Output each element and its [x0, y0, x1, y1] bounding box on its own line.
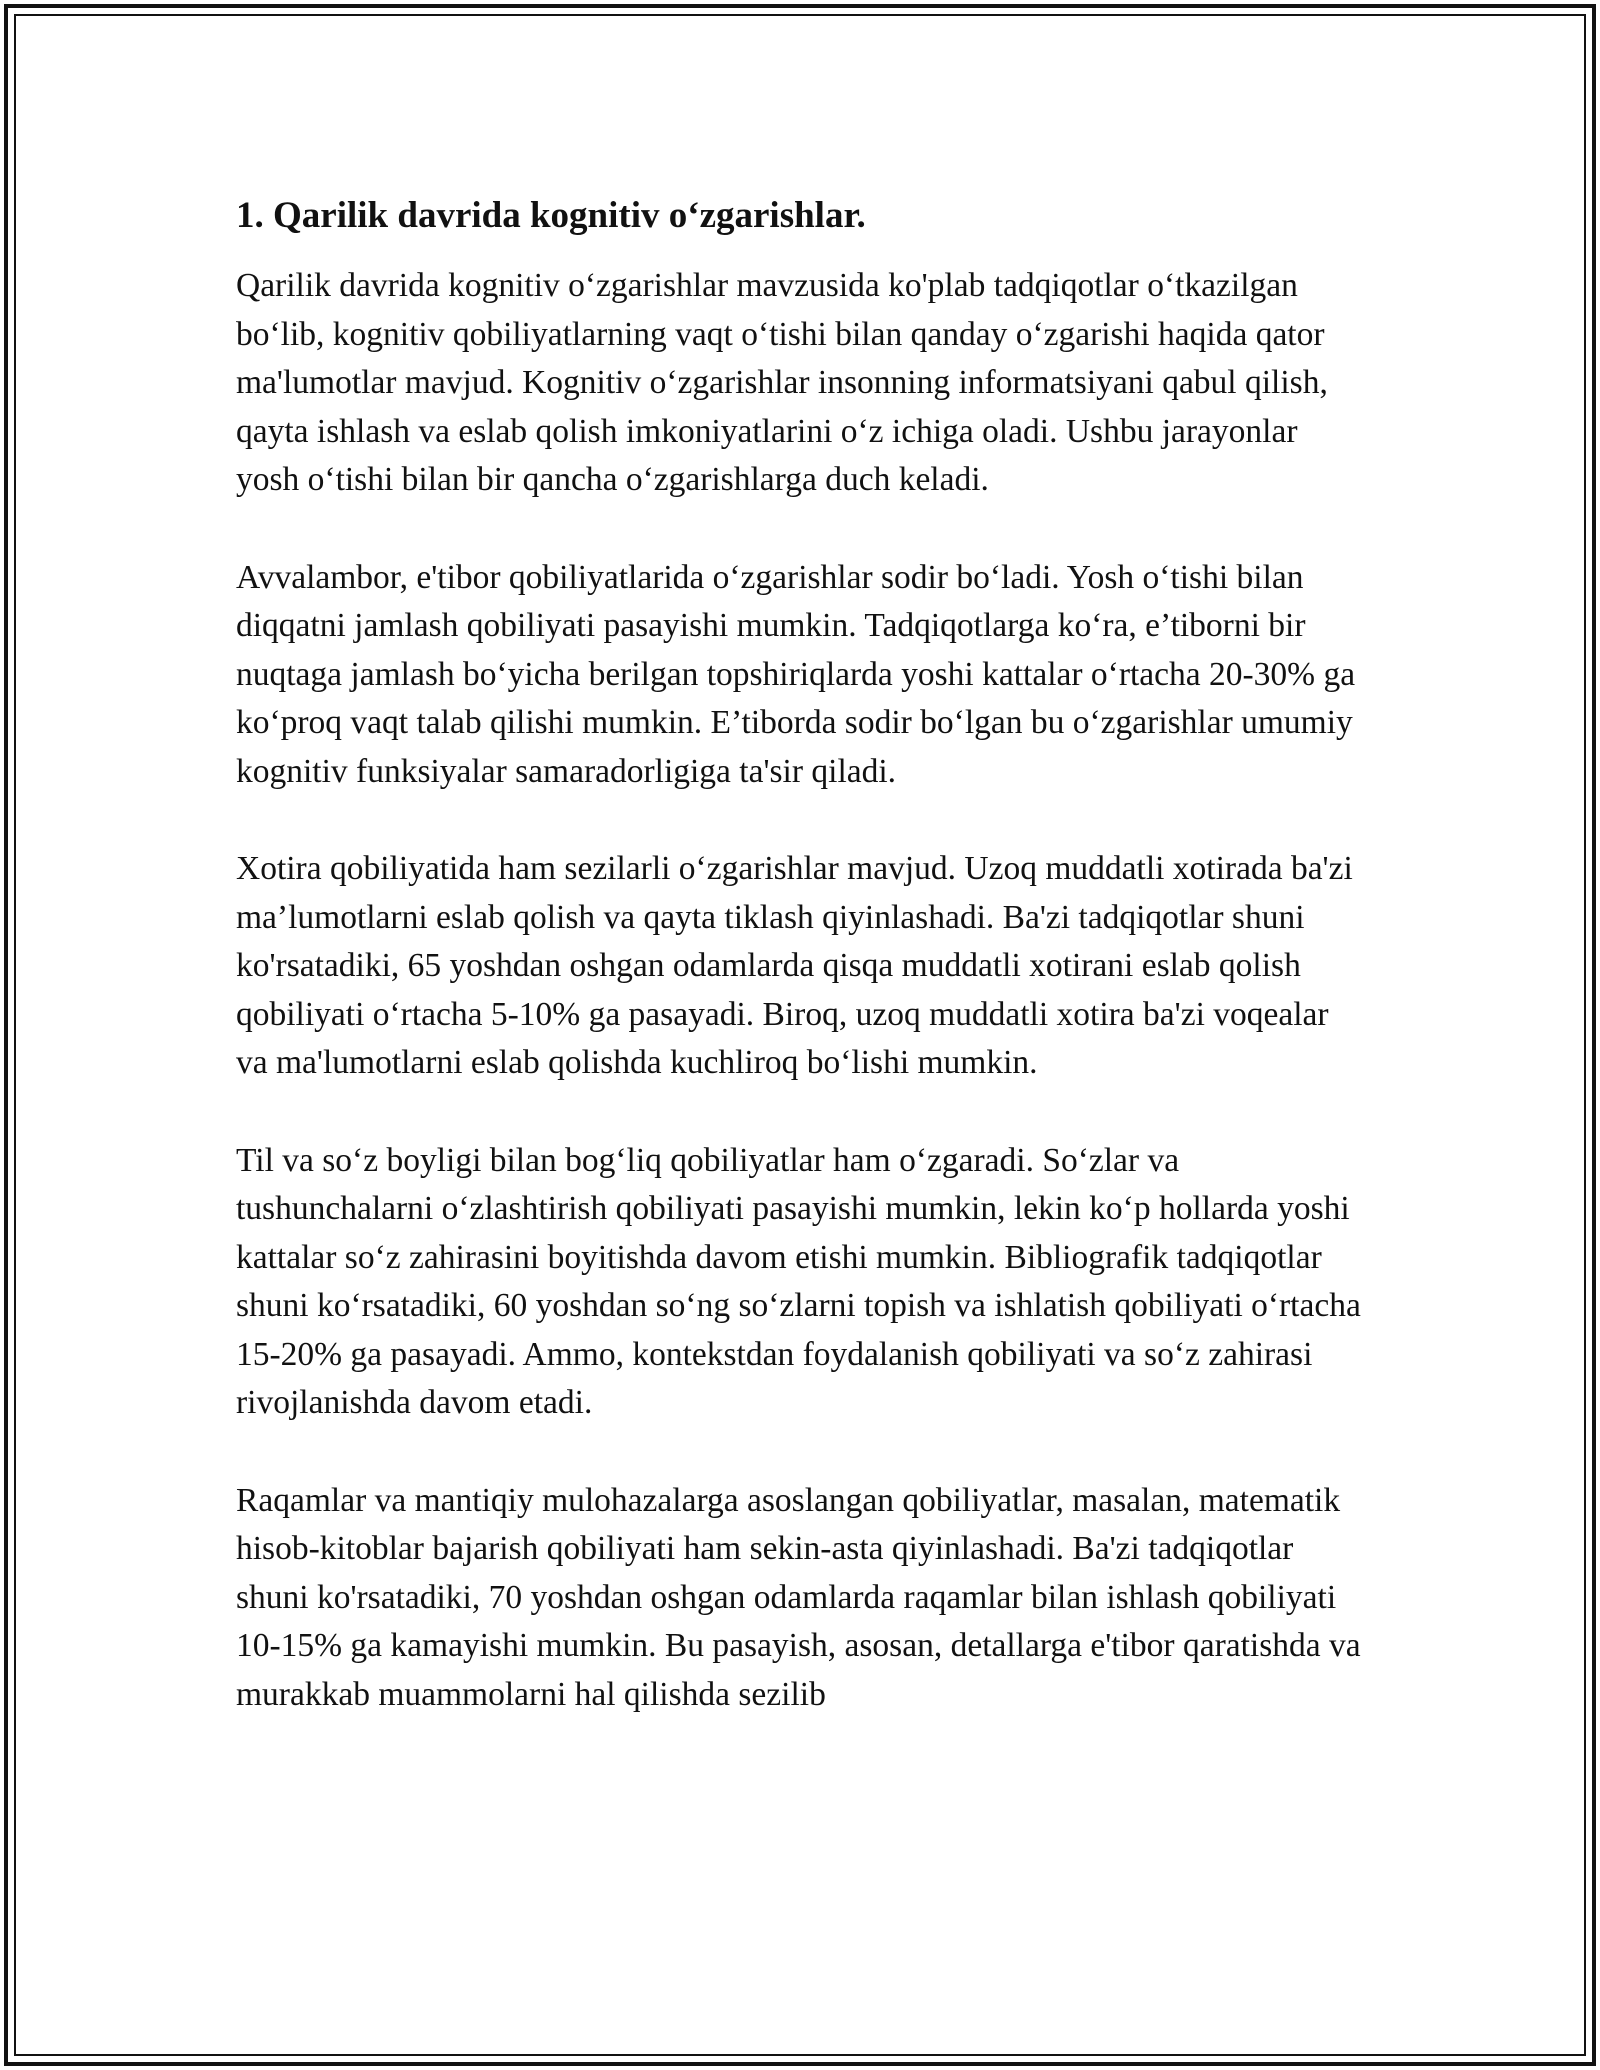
paragraph-numeracy: Raqamlar va mantiqiy mulohazalarga asoslangan qobiliyatlar, masalan, matematik hisob-kitoblar bajarish qobiliyati ham sekin-asta qiyinlashadi. Ba'zi tadqiqotlar shuni ko'rsatadiki, 70 yoshdan oshgan odamlarda raqamlar bilan ishlash qobiliyati 10-15% ga kamayishi mumkin. Bu pasayish, asosan, detallarga e'tibor qaratishda va murakkab muammolarni hal qilishda sezilib: [236, 1481, 1361, 1713]
section-heading: 1. Qarilik davrida kognitiv o‘zgarishlar.: [236, 195, 866, 236]
paragraph-language: Til va so‘z boyligi bilan bog‘liq qobiliyatlar ham o‘zgaradi. So‘zlar va tushunchalarni o‘zlashtirish qobiliyati pasayishi mumkin, lekin ko‘p hollarda yoshi kattalar so‘z zahirasini boyitishda davom etishi mumkin. Bibliografik tadqiqotlar shuni ko‘rsatadiki, 60 yoshdan so‘ng so‘zlarni topish va ishlatish qobiliyati o‘rtacha 15-20% ga pasayadi. Ammo, kontekstdan foydalanish qobiliyati va so‘z zahirasi rivojlanishda davom etadi.: [236, 1141, 1361, 1421]
paragraph-intro: Qarilik davrida kognitiv o‘zgarishlar mavzusida ko'plab tadqiqotlar o‘tkazilgan bo‘lib, kognitiv qobiliyatlarning vaqt o‘tishi bilan qanday o‘zgarishi haqida qator ma'lumotlar mavjud. Kognitiv o‘zgarishlar insonning informatsiyani qabul qilish, qayta ishlash va eslab qolish imkoniyatlarini o‘z ichiga oladi. Ushbu jarayonlar yosh o‘tishi bilan bir qancha o‘zgarishlarga duch keladi.: [236, 267, 1328, 498]
document-body: [236, 186, 1366, 1719]
paragraph-attention: Avvalambor, e'tibor qobiliyatlarida o‘zgarishlar sodir bo‘ladi. Yosh o‘tishi bilan diqqatni jamlash qobiliyati pasayishi mumkin. Tadqiqotlarga ko‘ra, e’tiborni bir nuqtaga jamlash bo‘yicha berilgan topshiriqlarda yoshi kattalar o‘rtacha 20-30% ga ko‘proq vaqt talab qilishi mumkin. E’tiborda sodir bo‘lgan bu o‘zgarishlar umumiy kognitiv funksiyalar samaradorligiga ta'sir qiladi.: [236, 558, 1356, 790]
paragraph-memory: Xotira qobiliyatida ham sezilarli o‘zgarishlar mavjud. Uzoq muddatli xotirada ba'zi ma’lumotlarni eslab qolish va qayta tiklash qiyinlashadi. Ba'zi tadqiqotlar shuni ko'rsatadiki, 65 yoshdan oshgan odamlarda qisqa muddatli xotirani eslab qolish qobiliyati o‘rtacha 5-10% ga pasayadi. Biroq, uzoq muddatli xotira ba'zi voqealar va ma'lumotlarni eslab qolishda kuchliroq bo‘lishi mumkin.: [236, 850, 1353, 1081]
